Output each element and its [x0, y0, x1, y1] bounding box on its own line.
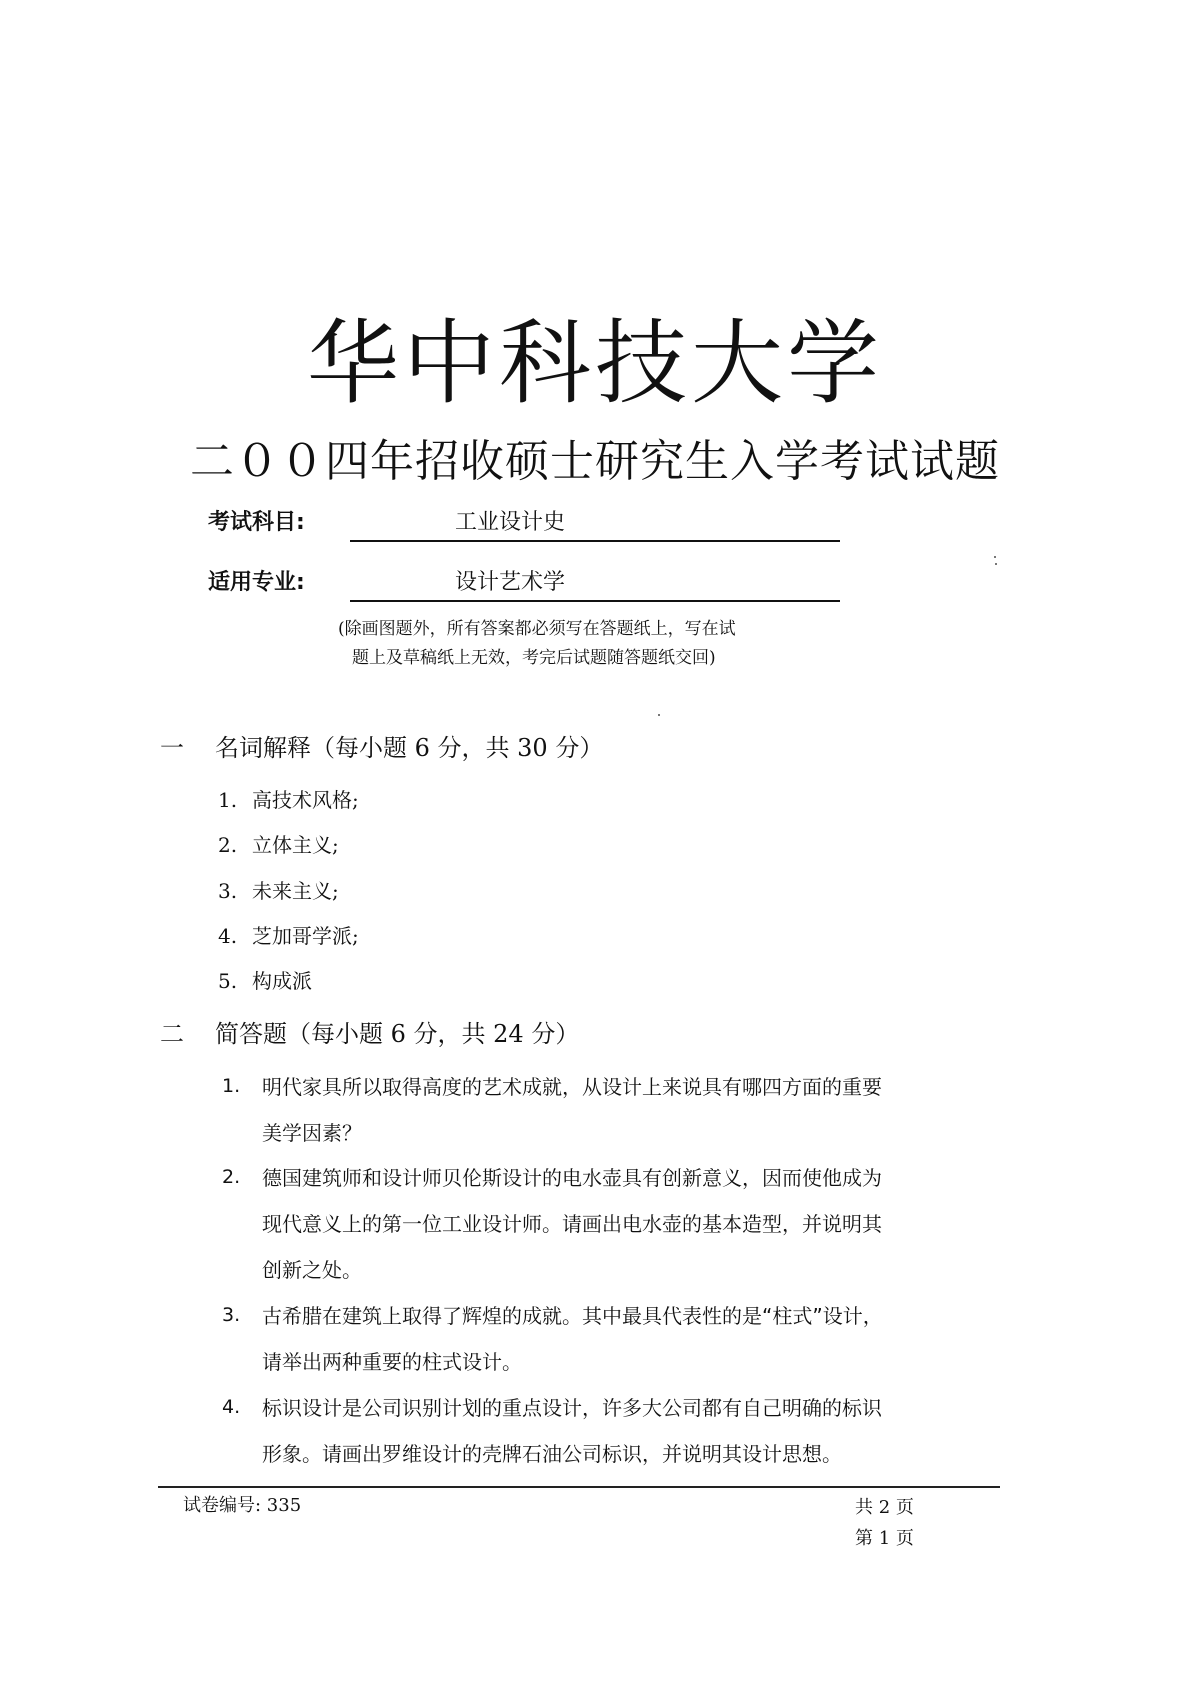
list-item: 立体主义; — [252, 833, 339, 857]
section-2-number: 二 — [160, 1020, 184, 1048]
question-number: 3. — [222, 1304, 241, 1326]
major-label: 适用专业: — [208, 570, 305, 595]
question-text-line: 美学因素？ — [262, 1121, 362, 1145]
scan-speck — [658, 714, 660, 716]
question-text-line: 明代家具所以取得高度的艺术成就，从设计上来说具有哪四方面的重要 — [262, 1075, 882, 1099]
list-item: 未来主义; — [252, 879, 339, 903]
question-number: 4. — [222, 1396, 241, 1418]
question-text-line: 请举出两种重要的柱式设计。 — [262, 1350, 522, 1374]
question-text-line: 现代意义上的第一位工业设计师。请画出电水壶的基本造型，并说明其 — [262, 1212, 882, 1236]
footer-divider — [158, 1486, 1000, 1488]
question-text-line: 古希腊在建筑上取得了辉煌的成就。其中最具代表性的是“柱式”设计， — [262, 1304, 883, 1328]
list-item-number: 2. — [218, 833, 238, 857]
list-item: 高技术风格; — [252, 788, 359, 812]
section-2-heading: 简答题（每小题 6 分，共 24 分） — [215, 1020, 580, 1048]
section-1-heading: 名词解释（每小题 6 分，共 30 分） — [215, 734, 604, 762]
current-page: 第 1 页 — [855, 1528, 914, 1549]
list-item: 构成派 — [252, 969, 312, 993]
major-underline — [350, 570, 840, 602]
university-name: 华中科技大学 — [306, 310, 883, 417]
list-item-number: 3. — [218, 879, 238, 903]
subject-underline — [350, 510, 840, 542]
subject-value: 工业设计史 — [455, 510, 566, 535]
question-number: 1. — [222, 1075, 241, 1097]
instruction-note-line-1: (除画图题外，所有答案都必须写在答题纸上，写在试 — [338, 619, 736, 639]
list-item-number: 1. — [218, 788, 238, 812]
list-item-number: 4. — [218, 924, 238, 948]
question-number: 2. — [222, 1166, 241, 1188]
question-text-line: 标识设计是公司识别计划的重点设计，许多大公司都有自己明确的标识 — [262, 1396, 882, 1420]
list-item-number: 5. — [218, 969, 238, 993]
paper-number: 试卷编号: 335 — [183, 1495, 302, 1516]
question-text-line: 创新之处。 — [262, 1258, 362, 1282]
question-text-line: 德国建筑师和设计师贝伦斯设计的电水壶具有创新意义，因而使他成为 — [262, 1166, 882, 1190]
major-value: 设计艺术学 — [455, 570, 566, 595]
scan-speck — [995, 563, 997, 565]
list-item: 芝加哥学派; — [252, 924, 359, 948]
exam-title: 二００四年招收硕士研究生入学考试试题 — [190, 436, 1000, 487]
section-1-number: 一 — [160, 734, 184, 762]
total-pages: 共 2 页 — [855, 1497, 914, 1518]
question-text-line: 形象。请画出罗维设计的壳牌石油公司标识，并说明其设计思想。 — [262, 1442, 842, 1466]
subject-label: 考试科目: — [208, 510, 305, 535]
instruction-note-line-2: 题上及草稿纸上无效，考完后试题随答题纸交回) — [352, 648, 716, 668]
scan-speck — [994, 556, 996, 558]
